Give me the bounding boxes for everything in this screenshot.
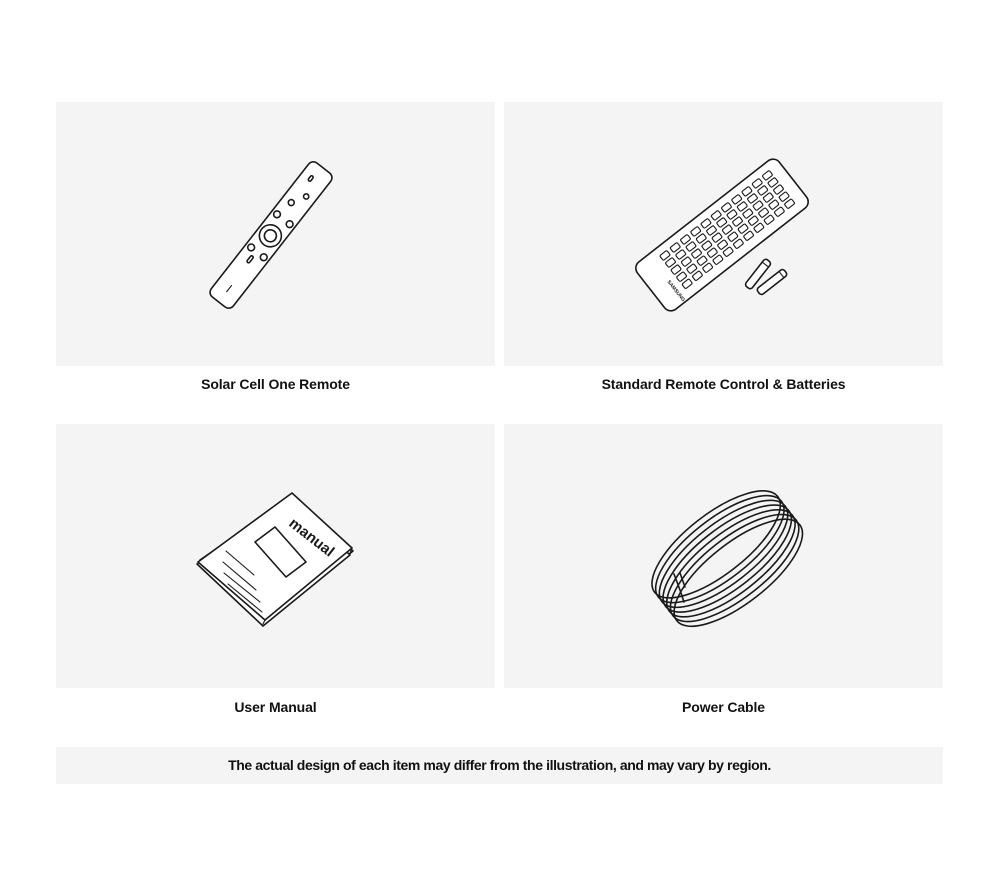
remote-batteries-icon xyxy=(504,102,943,366)
remote-batteries-panel xyxy=(504,102,943,366)
solar-remote-icon xyxy=(56,102,495,366)
solar-remote-panel xyxy=(56,102,495,366)
solar-remote-label: Solar Cell One Remote xyxy=(201,376,350,392)
manual-panel xyxy=(56,424,495,688)
manual-icon xyxy=(56,424,495,688)
power-cable-icon xyxy=(504,424,943,688)
remote-brand-text: SAMSUNG xyxy=(665,279,687,304)
remote-batteries-label: Standard Remote Control & Batteries xyxy=(601,376,846,392)
manual-cover-text: manual xyxy=(285,514,338,561)
disclaimer-text: The actual design of each item may differ from the illustration, and may vary by region. xyxy=(56,747,943,784)
power-cable-label: Power Cable xyxy=(682,699,765,715)
manual-label: User Manual xyxy=(234,699,317,715)
power-cable-panel xyxy=(504,424,943,688)
